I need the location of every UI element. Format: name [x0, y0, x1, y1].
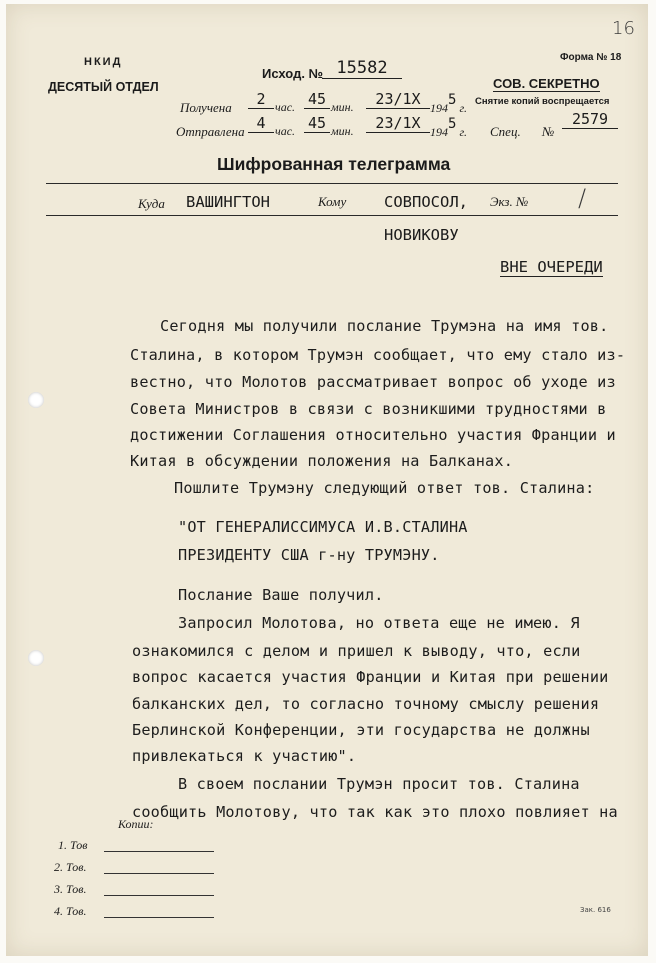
body-line: Послание Ваше получил.: [178, 586, 384, 604]
received-hour: [248, 90, 274, 109]
received-label: Получена: [180, 100, 232, 115]
body-line: сообщить Молотову, что так как это плохо повлияет на: [132, 803, 618, 821]
urgent-mark: ВНЕ ОЧЕРЕДИ: [500, 258, 603, 276]
received-year: [430, 92, 467, 116]
copy-line-4: [104, 917, 214, 918]
received-date-value: 23/1Х: [375, 90, 421, 108]
form-number: Форма № 18: [560, 52, 622, 63]
telegram-page: [6, 4, 648, 956]
sent-year: [430, 116, 467, 140]
sent-hour-value: 4: [256, 114, 266, 132]
copy-line-2: [104, 873, 214, 874]
body-line: балканских дел, то согласно точному смыслу решения: [132, 695, 600, 713]
sent-year-prefix: 194: [430, 125, 448, 139]
where-label: Куда: [138, 196, 165, 211]
sent-date: [366, 114, 430, 133]
body-line: Совета Министров в связи с возникшими трудностями в: [130, 400, 607, 418]
sent-year-digit: 5: [448, 116, 457, 132]
spec-no-label: №: [542, 124, 555, 139]
secret-stamp: СОВ. СЕКРЕТНО: [493, 76, 600, 91]
hour-label-received: час.: [275, 100, 296, 114]
copy-item-4: 4. Тов.: [54, 904, 87, 918]
sent-min-value: 45: [307, 114, 327, 132]
copy-line-1: [104, 851, 214, 852]
quote-heading-line: "ОТ ГЕНЕРАЛИССИМУСА И.В.СТАЛИНА: [178, 518, 468, 536]
sent-label: Отправлена: [176, 124, 245, 139]
received-year-prefix: 194: [430, 101, 448, 115]
punch-hole-top: [28, 392, 44, 408]
copy-number-label: Экз. №: [490, 194, 529, 209]
min-label-received: мин.: [331, 100, 354, 114]
page-number: 16: [612, 18, 635, 39]
outgoing-label: Исход. №: [262, 66, 324, 81]
document-title: Шифрованная телеграмма: [217, 154, 451, 174]
to-label: Кому: [318, 194, 347, 209]
body-line: Сегодня мы получили послание Трумэна на имя тов.: [160, 317, 609, 335]
no-copies-note: Снятие копий воспрещается: [475, 96, 610, 107]
outgoing-number-value: 15582: [336, 58, 388, 78]
body-line: Берлинской Конференции, эти государства не должны: [132, 721, 590, 739]
recipient-name: НОВИКОВУ: [384, 226, 459, 244]
year-suffix-received: г.: [459, 101, 467, 115]
spec-number: [562, 110, 618, 129]
body-line: В своем послании Трумэн просит тов. Сталина: [178, 775, 580, 793]
order-code: Зак. 616: [580, 906, 611, 914]
received-year-digit: 5: [448, 92, 457, 108]
body-line: вестно, что Молотов рассматривает вопрос об уходе из: [130, 373, 616, 391]
body-line: Китая в обсуждении положения на Балканах.: [130, 452, 514, 470]
title-rule: [46, 183, 618, 184]
route-rule: [46, 215, 618, 216]
copy-line-3: [104, 895, 214, 896]
copy-number-value: /: [578, 184, 587, 212]
body-line: достижении Соглашения относительно участия Франции и: [130, 426, 616, 444]
received-hour-value: 2: [256, 90, 266, 108]
received-min: [304, 90, 330, 109]
copy-item-3: 3. Тов.: [54, 882, 87, 896]
received-min-value: 45: [307, 90, 327, 108]
body-line: Запросил Молотова, но ответа еще не имею. Я: [178, 614, 580, 632]
body-line: привлекаться к участию".: [132, 747, 357, 765]
to-value: СОВПОСОЛ,: [384, 193, 468, 211]
where-value: ВАШИНГТОН: [186, 193, 270, 211]
body-line: Пошлите Трумэну следующий ответ тов. Сталина:: [174, 479, 595, 497]
spec-label: Спец.: [490, 124, 521, 139]
body-line: Сталина, в котором Трумэн сообщает, что ему стало из-: [130, 346, 626, 364]
punch-hole-bottom: [28, 650, 44, 666]
received-date: [366, 90, 430, 109]
sent-hour: [248, 114, 274, 133]
outgoing-number: [322, 58, 402, 79]
copy-item-2: 2. Тов.: [54, 860, 87, 874]
body-line: ознакомился с делом и пришел к выводу, что, если: [132, 642, 581, 660]
sent-min: [304, 114, 330, 133]
nkid-label: НКИД: [84, 56, 123, 68]
quote-heading-line: ПРЕЗИДЕНТУ США г-ну ТРУМЭНУ.: [178, 546, 440, 564]
sent-date-value: 23/1Х: [375, 114, 421, 132]
body-line: вопрос касается участия Франции и Китая при решении: [132, 668, 609, 686]
department-label: ДЕСЯТЫЙ ОТДЕЛ: [48, 80, 159, 94]
spec-number-value: 2579: [571, 110, 609, 128]
copy-item-1: 1. Тов: [58, 838, 88, 852]
min-label-sent: мин.: [331, 124, 354, 138]
hour-label-sent: час.: [275, 124, 296, 138]
year-suffix-sent: г.: [459, 125, 467, 139]
copies-label: Копии:: [118, 817, 154, 831]
